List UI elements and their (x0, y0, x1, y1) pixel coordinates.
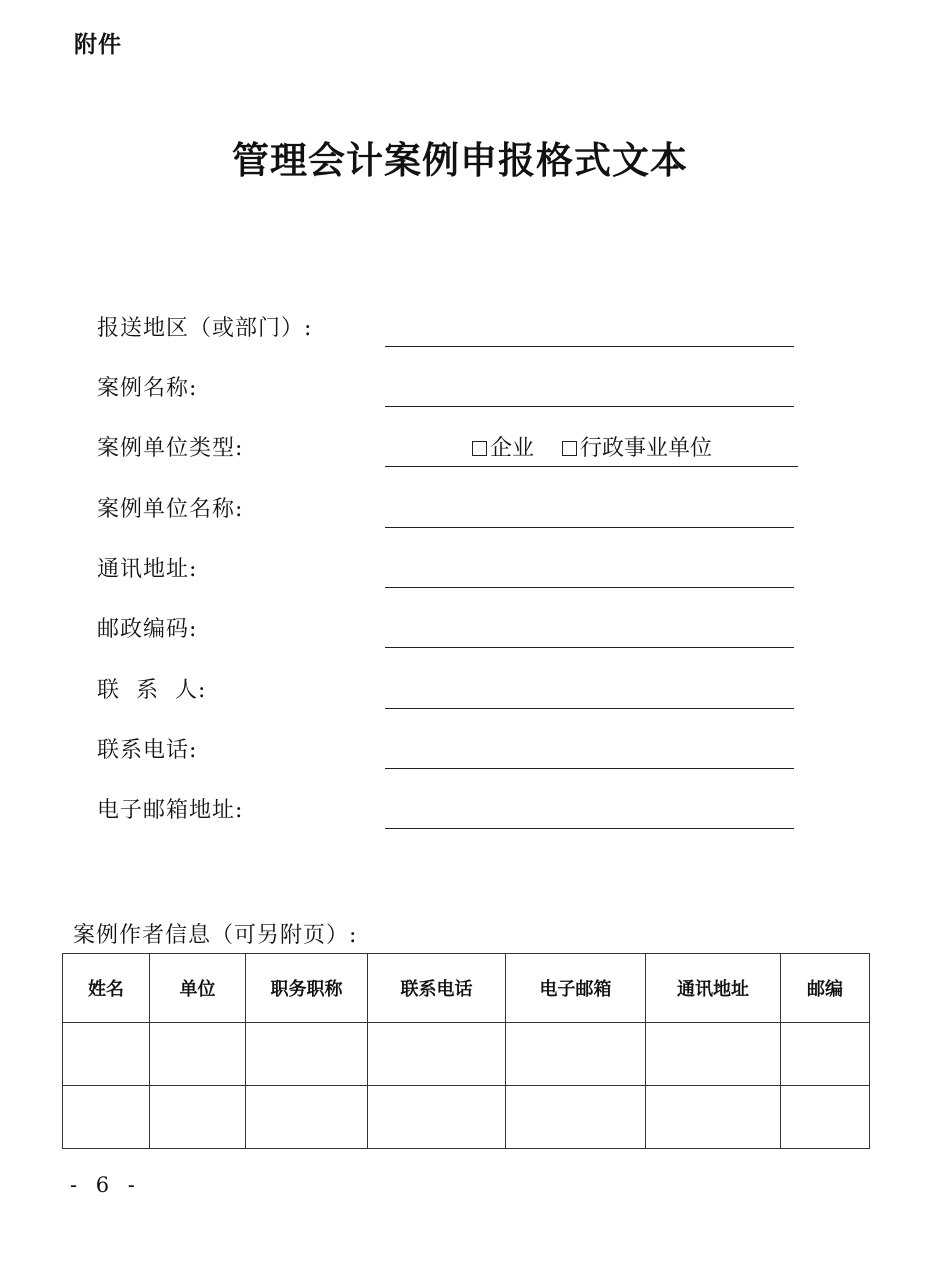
table-cell[interactable] (506, 1023, 646, 1086)
address-input-line[interactable] (385, 587, 794, 588)
table-cell[interactable] (781, 1023, 870, 1086)
unit-type-line (385, 466, 798, 467)
region-input-line[interactable] (385, 346, 794, 347)
field-postal-code (0, 615, 927, 655)
unit-name-input-line[interactable] (385, 527, 794, 528)
field-label-unit-name: 案例单位名称: (97, 497, 244, 522)
field-unit-name (0, 495, 927, 535)
table-header-row (63, 954, 870, 1023)
table-cell[interactable] (506, 1086, 646, 1149)
table-cell[interactable] (63, 1023, 150, 1086)
option-public-institution[interactable] (562, 434, 712, 464)
field-phone (0, 736, 927, 776)
checkbox-icon[interactable] (562, 441, 577, 456)
table-cell[interactable] (646, 1086, 781, 1149)
field-contact-person (0, 676, 927, 716)
field-address (0, 555, 927, 595)
option-enterprise-label: 企业 (490, 436, 535, 461)
unit-type-options (472, 434, 712, 464)
column-header-title: 职务职称 (246, 954, 368, 1023)
document-title: 管理会计案例申报格式文本 (232, 138, 688, 182)
table-cell[interactable] (781, 1086, 870, 1149)
table-cell[interactable] (150, 1086, 246, 1149)
table-cell[interactable] (246, 1086, 368, 1149)
column-header-postcode: 邮编 (781, 954, 870, 1023)
table-cell[interactable] (368, 1023, 506, 1086)
field-region (0, 314, 927, 354)
page-number: - 6 - (70, 1173, 141, 1197)
option-enterprise[interactable] (472, 434, 534, 464)
field-label-phone: 联系电话: (97, 738, 198, 763)
table-row (63, 1023, 870, 1086)
column-header-email: 电子邮箱 (506, 954, 646, 1023)
field-unit-type (0, 434, 927, 474)
table-cell[interactable] (646, 1023, 781, 1086)
postal-code-input-line[interactable] (385, 647, 794, 648)
attachment-label: 附件 (74, 32, 122, 58)
field-label-region: 报送地区（或部门）: (97, 316, 313, 341)
option-public-institution-label: 行政事业单位 (580, 436, 713, 461)
column-header-unit: 单位 (150, 954, 246, 1023)
field-label-unit-type: 案例单位类型: (97, 436, 244, 461)
table-cell[interactable] (63, 1086, 150, 1149)
column-header-name: 姓名 (63, 954, 150, 1023)
table-cell[interactable] (150, 1023, 246, 1086)
authors-caption: 案例作者信息（可另附页）: (73, 923, 358, 948)
email-input-line[interactable] (385, 828, 794, 829)
table-cell[interactable] (368, 1086, 506, 1149)
field-case-name (0, 374, 927, 414)
field-label-postal-code: 邮政编码: (97, 617, 198, 642)
field-email (0, 796, 927, 836)
field-label-case-name: 案例名称: (97, 376, 198, 401)
column-header-phone: 联系电话 (368, 954, 506, 1023)
case-name-input-line[interactable] (385, 406, 794, 407)
contact-person-input-line[interactable] (385, 708, 794, 709)
phone-input-line[interactable] (385, 768, 794, 769)
field-label-contact-person: 联 系 人: (97, 678, 207, 703)
table-row (63, 1086, 870, 1149)
field-label-address: 通讯地址: (97, 557, 198, 582)
checkbox-icon[interactable] (472, 441, 487, 456)
field-label-email: 电子邮箱地址: (97, 798, 244, 823)
authors-table (62, 953, 870, 1149)
column-header-address: 通讯地址 (646, 954, 781, 1023)
table-cell[interactable] (246, 1023, 368, 1086)
